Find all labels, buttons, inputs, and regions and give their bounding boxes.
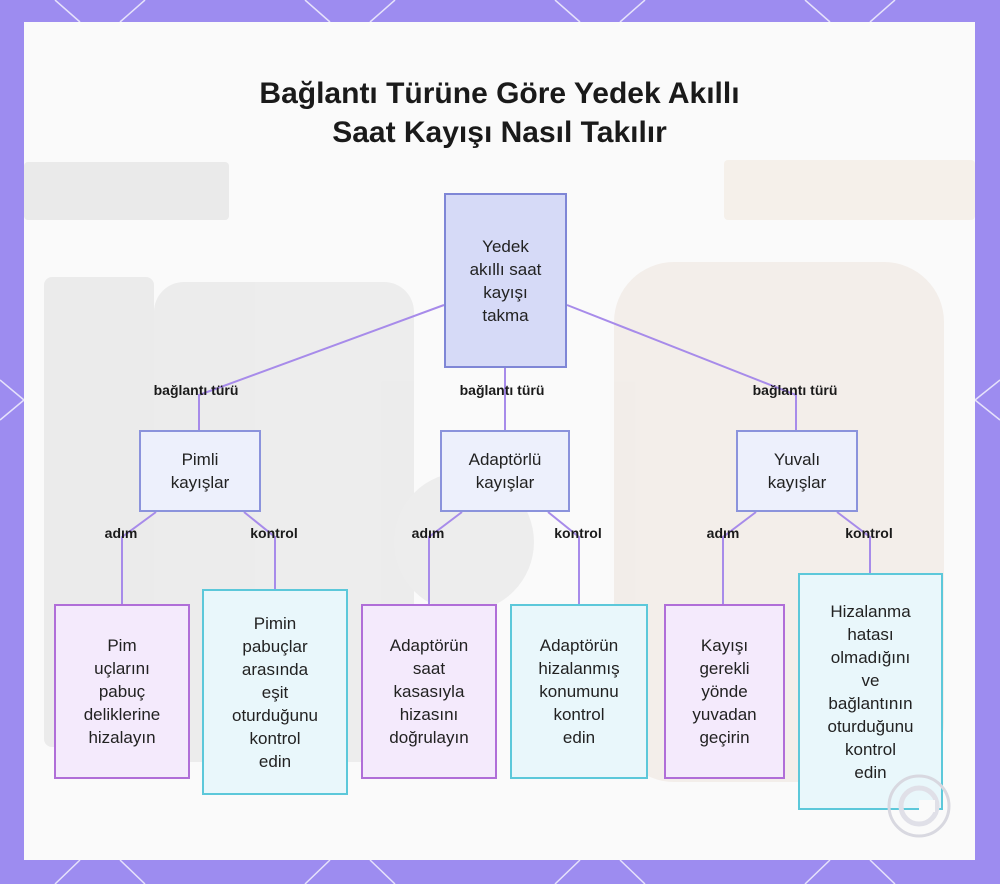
connector-yuvali-check — [837, 512, 870, 573]
check-node-adaptorlu — [510, 604, 648, 779]
step-node-pimli — [54, 604, 190, 779]
diagram-title: Bağlantı Türüne Göre Yedek Akıllı Saat Kayışı Nasıl Takılır — [259, 77, 740, 149]
edge-label-adaptorlu-check: kontrol — [554, 525, 602, 541]
step-node-adaptorlu-text: Adaptörün saat kasasıyla hizasını doğrulayın — [389, 636, 469, 747]
step-node-adaptorlu — [361, 604, 497, 779]
watermark-logo-icon — [883, 770, 955, 842]
branch-node-adaptorlu — [440, 430, 570, 512]
branch-node-yuvali-label: Yuvalı kayışlar — [767, 450, 827, 492]
check-node-pimli — [202, 589, 348, 795]
root-node-label: Yedek akıllı saat kayışı takma — [469, 236, 542, 325]
branch-node-adaptorlu-label: Adaptörlü kayışlar — [468, 450, 542, 492]
step-node-pimli-text: Pim uçlarını pabuç deliklerine hizalayın — [83, 636, 161, 747]
edge-label-yuvali-step: adım — [706, 525, 740, 541]
connector-root-yuvali — [567, 305, 796, 430]
edge-label-pimli-check: kontrol — [250, 525, 298, 541]
branch-node-pimli-label: Pimli kayışlar — [170, 450, 230, 492]
diagram-panel — [24, 22, 975, 860]
edge-label-pimli-step: adım — [104, 525, 138, 541]
edge-label-yuvali-check: kontrol — [845, 525, 893, 541]
edge-label-pimli: bağlantı türü — [153, 382, 239, 398]
branch-node-yuvali — [736, 430, 858, 512]
edge-label-adaptorlu: bağlantı türü — [459, 382, 545, 398]
check-node-adaptorlu-text: Adaptörün hizalanmış konumunu kontrol edin — [538, 636, 620, 747]
connector-pimli-check — [244, 512, 275, 589]
edge-label-yuvali: bağlantı türü — [752, 382, 838, 398]
check-node-yuvali-text: Hizalanma hatası olmadığını ve bağlantının oturduğunu kontrol edin — [827, 601, 914, 782]
branch-node-pimli — [139, 430, 261, 512]
step-node-yuvali-text: Kayışı gerekli yönde yuvadan geçirin — [692, 636, 757, 747]
check-node-pimli-text: Pimin pabuçlar arasında eşit oturduğunu kontrol edin — [231, 613, 319, 771]
edge-label-adaptorlu-step: adım — [411, 525, 445, 541]
connector-root-pimli — [199, 305, 444, 430]
root-node — [444, 193, 567, 368]
step-node-yuvali — [664, 604, 785, 779]
